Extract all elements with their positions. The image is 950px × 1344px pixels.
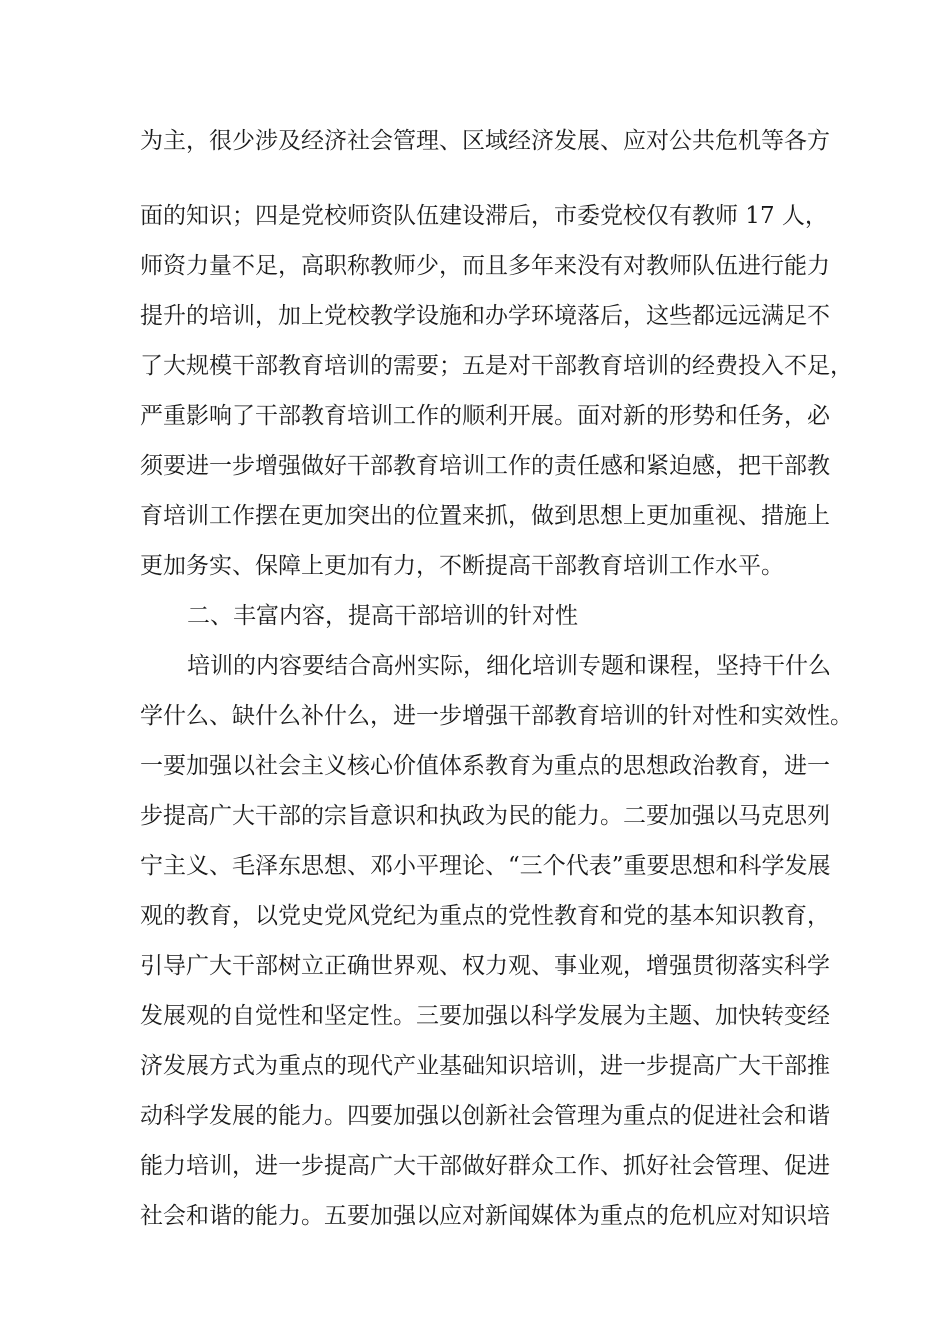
paragraph-first-line: 培训的内容要结合高州实际，细化培训专题和课程，坚持干什么 (187, 653, 831, 679)
text-line: 学什么、缺什么补什么，进一步增强干部教育培训的针对性和实效性。 (140, 703, 853, 729)
text-line: 为主，很少涉及经济社会管理、区域经济发展、应对公共危机等各方 (140, 128, 830, 154)
text-line: 发展观的自觉性和坚定性。三要加强以科学发展为主题、加快转变经 (140, 1003, 830, 1029)
text-line: 步提高广大干部的宗旨意识和执政为民的能力。二要加强以马克思列 (140, 803, 830, 829)
text-line: 观的教育，以党史党风党纪为重点的党性教育和党的基本知识教育， (140, 903, 830, 929)
text-line: 宁主义、毛泽东思想、邓小平理论、“三个代表”重要思想和科学发展 (140, 853, 831, 879)
text-line: 社会和谐的能力。五要加强以应对新闻媒体为重点的危机应对知识培 (140, 1203, 830, 1229)
section-heading: 二、丰富内容，提高干部培训的针对性 (187, 603, 578, 629)
text-line: 育培训工作摆在更加突出的位置来抓，做到思想上更加重视、措施上 (140, 503, 830, 529)
text-line: 面的知识；四是党校师资队伍建设滞后，市委党校仅有教师 17 人， (140, 203, 828, 229)
text-line: 师资力量不足，高职称教师少，而且多年来没有对教师队伍进行能力 (140, 253, 830, 279)
text-line: 能力培训，进一步提高广大干部做好群众工作、抓好社会管理、促进 (140, 1153, 830, 1179)
text-line: 引导广大干部树立正确世界观、权力观、事业观，增强贯彻落实科学 (140, 953, 830, 979)
text-line: 了大规模干部教育培训的需要；五是对干部教育培训的经费投入不足， (140, 353, 853, 379)
text-line: 更加务实、保障上更加有力，不断提高干部教育培训工作水平。 (140, 553, 784, 579)
text-line: 须要进一步增强做好干部教育培训工作的责任感和紧迫感，把干部教 (140, 453, 830, 479)
text-line: 提升的培训，加上党校教学设施和办学环境落后，这些都远远满足不 (140, 303, 830, 329)
text-line: 动科学发展的能力。四要加强以创新社会管理为重点的促进社会和谐 (140, 1103, 830, 1129)
text-line: 一要加强以社会主义核心价值体系教育为重点的思想政治教育，进一 (140, 753, 830, 779)
text-line: 济发展方式为重点的现代产业基础知识培训，进一步提高广大干部推 (140, 1053, 830, 1079)
text-line: 严重影响了干部教育培训工作的顺利开展。面对新的形势和任务，必 (140, 403, 830, 429)
